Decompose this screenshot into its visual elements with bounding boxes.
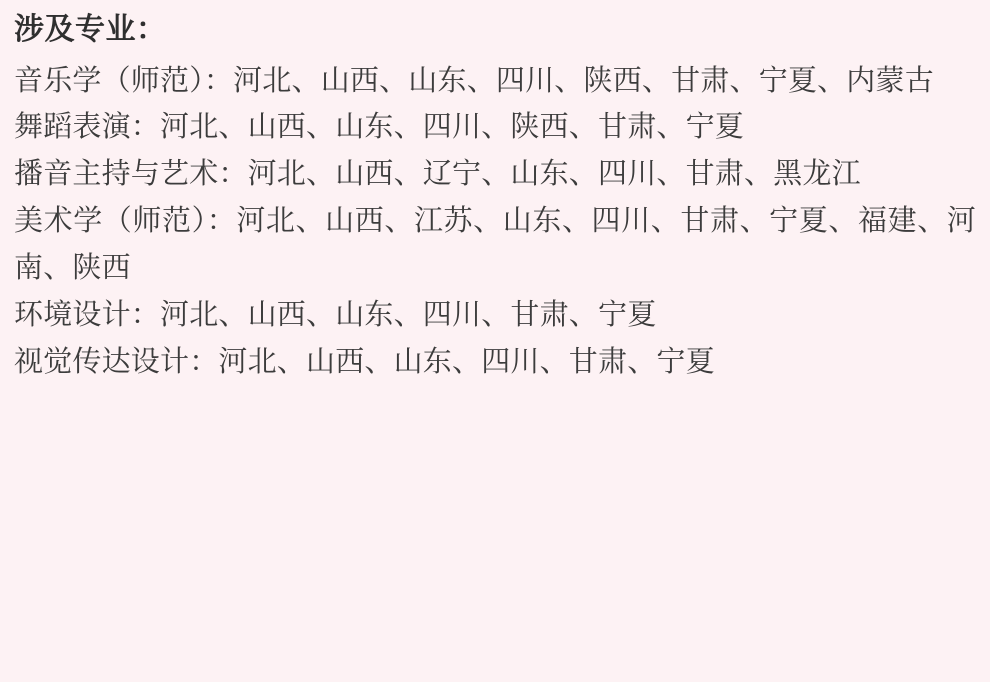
- major-line-fine-arts-education: 美术学（师范）：河北、山西、江苏、山东、四川、甘肃、宁夏、福建、河南、陕西: [14, 205, 976, 285]
- page-title: 涉及专业：: [14, 13, 167, 46]
- major-line-music-education: 音乐学（师范）：河北、山西、山东、四川、陕西、甘肃、宁夏、内蒙古: [14, 64, 934, 97]
- major-line-environmental-design: 环境设计：河北、山西、山东、四川、甘肃、宁夏: [14, 299, 657, 332]
- major-line-visual-communication-design: 视觉传达设计：河北、山西、山东、四川、甘肃、宁夏: [14, 346, 715, 379]
- major-line-dance-performance: 舞蹈表演：河北、山西、山东、四川、陕西、甘肃、宁夏: [14, 111, 745, 144]
- major-line-broadcasting-hosting-arts: 播音主持与艺术：河北、山西、辽宁、山东、四川、甘肃、黑龙江: [14, 158, 861, 191]
